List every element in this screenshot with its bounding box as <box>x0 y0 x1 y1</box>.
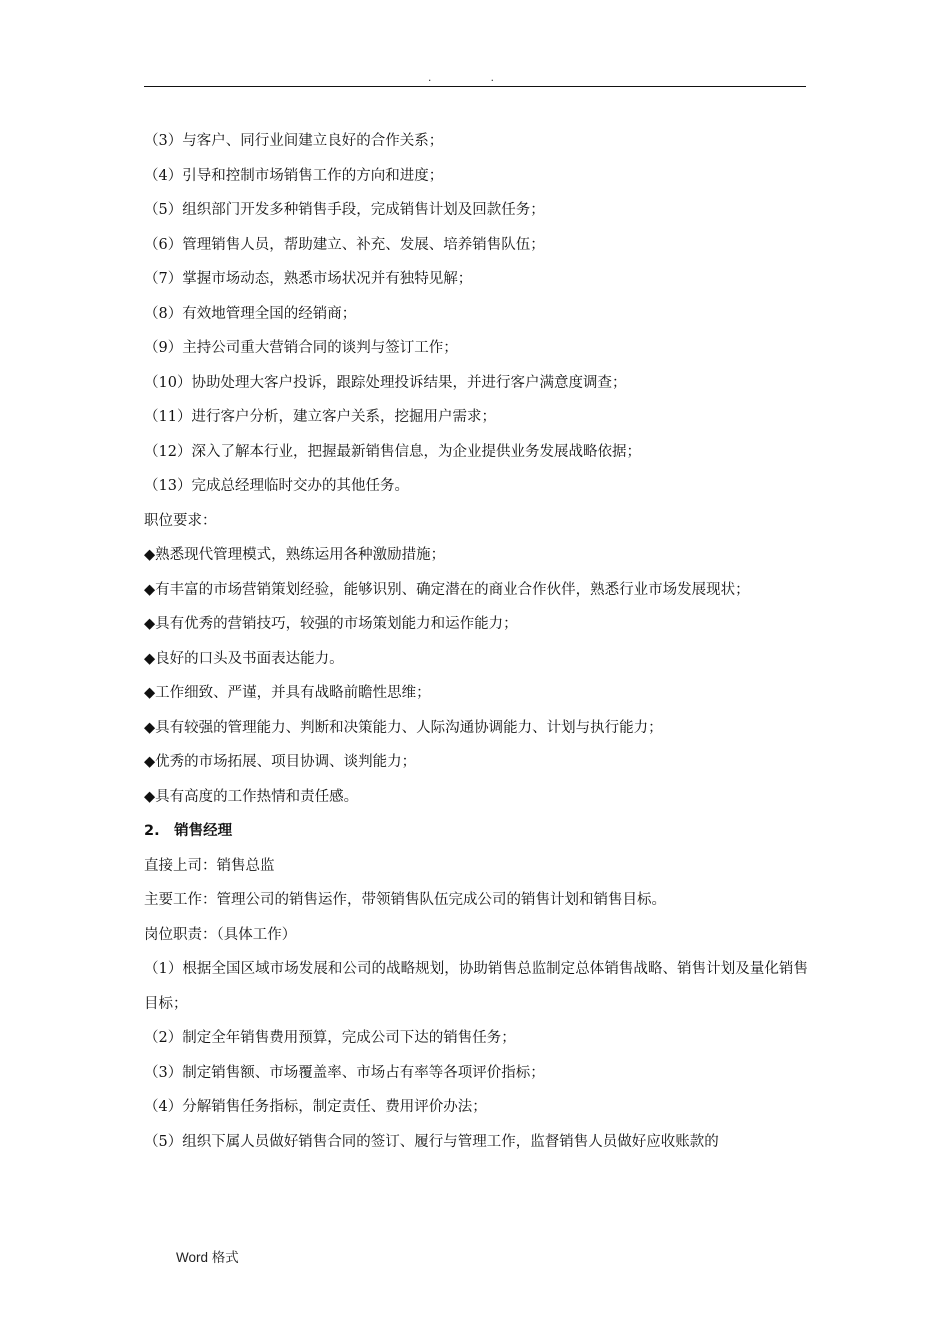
duty-item-11: （11）进行客户分析，建立客户关系，挖掘用户需求； <box>144 409 496 425</box>
manager-duty-item-2: （2）制定全年销售费用预算，完成公司下达的销售任务； <box>144 1030 516 1046</box>
duty-item-7: （7）掌握市场动态，熟悉市场状况并有独特见解； <box>144 271 473 287</box>
requirement-item: ◆优秀的市场拓展、项目协调、谈判能力； <box>144 754 417 770</box>
duty-item-4: （4）引导和控制市场销售工作的方向和进度； <box>144 167 444 184</box>
footer-label: Word 格式 <box>176 1250 239 1265</box>
document-body <box>144 124 808 1159</box>
manager-duty-item-5: （5）组织下属人员做好销售合同的签订、履行与管理工作，监督销售人员做好应收账款的 <box>144 1133 719 1150</box>
duty-item-9: （9）主持公司重大营销合同的谈判与签订工作； <box>144 340 458 356</box>
duty-item-12: （12）深入了解本行业，把握最新销售信息，为企业提供业务发展战略依据； <box>144 443 641 460</box>
section-heading: 2. 销售经理 <box>144 823 233 839</box>
manager-duty-item-4: （4）分解销售任务指标，制定责任、费用评价办法； <box>144 1099 487 1115</box>
requirement-item: ◆具有较强的管理能力、判断和决策能力、人际沟通协调能力、计划与执行能力； <box>144 719 663 736</box>
main-work: 主要工作：管理公司的销售运作，带领销售队伍完成公司的销售计划和销售目标。 <box>144 892 666 908</box>
header-dots: . . <box>427 70 522 84</box>
duty-item-8: （8）有效地管理全国的经销商； <box>144 305 357 322</box>
header-rule <box>144 86 806 87</box>
requirement-item: ◆有丰富的市场营销策划经验，能够识别、确定潜在的商业合作伙伴，熟悉行业市场发展现状； <box>144 581 750 598</box>
duty-item-5: （5）组织部门开发多种销售手段，完成销售计划及回款任务； <box>144 202 545 218</box>
requirement-item: ◆具有优秀的营销技巧，较强的市场策划能力和运作能力； <box>144 616 518 632</box>
requirement-item: ◆良好的口头及书面表达能力。 <box>144 650 344 667</box>
duty-item-6: （6）管理销售人员，帮助建立、补充、发展、培养销售队伍； <box>144 236 545 253</box>
manager-duty-item-3: （3）制定销售额、市场覆盖率、市场占有率等各项评价指标； <box>144 1064 545 1081</box>
requirement-item: ◆熟悉现代管理模式，熟练运用各种激励措施； <box>144 547 446 563</box>
requirements-label: 职位要求： <box>144 512 217 529</box>
direct-superior: 直接上司：销售总监 <box>144 857 275 874</box>
duties-label: 岗位职责：（具体工作） <box>144 926 297 943</box>
duty-item-3: （3）与客户、同行业间建立良好的合作关系； <box>144 133 444 149</box>
duty-item-13: （13）完成总经理临时交办的其他任务。 <box>144 478 409 494</box>
requirement-item: ◆工作细致、严谨，并具有战略前瞻性思维； <box>144 685 431 701</box>
duty-item-10: （10）协助处理大客户投诉，跟踪处理投诉结果，并进行客户满意度调查； <box>144 374 627 391</box>
requirement-item: ◆具有高度的工作热情和责任感。 <box>144 788 359 805</box>
manager-duty-item-1: （1）根据全国区域市场发展和公司的战略规划，协助销售总监制定总体销售战略、销售计划及量化销售目标； <box>144 961 808 1012</box>
